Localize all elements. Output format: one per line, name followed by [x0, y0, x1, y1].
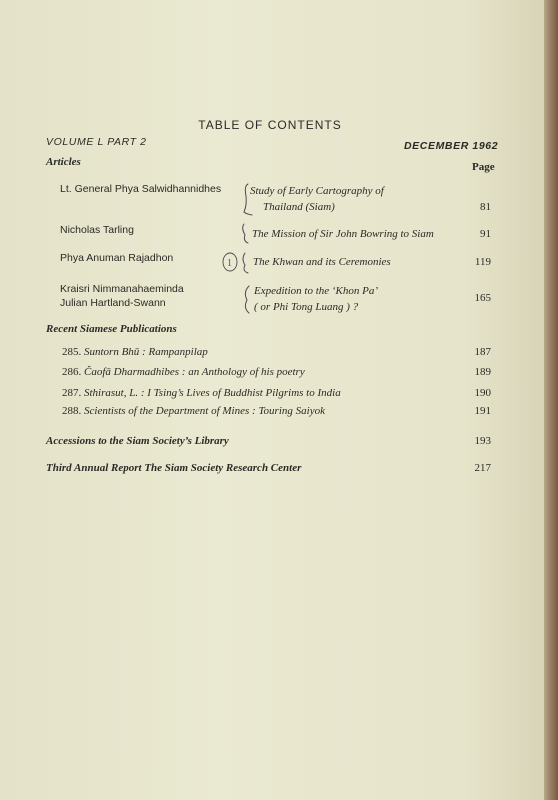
bracket-mark — [245, 286, 249, 313]
article-page: 119 — [474, 256, 491, 268]
publication-page: 190 — [474, 387, 491, 399]
bracket-mark — [243, 253, 248, 273]
book-binding-edge — [544, 0, 558, 800]
bracket-mark — [244, 184, 252, 215]
publication-text: Suntorn Bhū : Rampanpilap — [84, 346, 208, 358]
article-coauthor: Julian Hartland-Swann — [60, 297, 166, 309]
report-entry: Third Annual Report The Siam Society Research Center — [46, 462, 302, 474]
publication-page: 189 — [474, 366, 491, 378]
accessions-page: 193 — [474, 435, 491, 447]
publication-text: Čaofā Dharmadhibes : an Anthology of his poetry — [84, 366, 305, 378]
report-page: 217 — [474, 462, 491, 474]
publication-text: Scientists of the Department of Mines : Touring Saiyok — [84, 405, 325, 417]
publication-page: 187 — [474, 346, 491, 358]
publication-page: 191 — [474, 405, 491, 417]
publications-heading: Recent Siamese Publications — [46, 323, 177, 335]
article-title: The Khwan and its Ceremonies — [253, 256, 391, 268]
publication-number: 288. — [62, 405, 82, 417]
issue-date: DECEMBER 1962 — [404, 140, 499, 152]
article-title: The Mission of Sir John Bowring to Siam — [252, 228, 434, 240]
publication-text: Sthirasut, L. : I Tsing’s Lives of Buddhist Pilgrims to India — [84, 387, 341, 399]
article-page: 81 — [480, 201, 491, 213]
article-title-line2: Thailand (Siam) — [263, 201, 335, 213]
publication-number: 286. — [62, 366, 82, 378]
article-page: 165 — [474, 292, 491, 304]
volume-label: VOLUME L PART 2 — [46, 136, 147, 148]
publication-number: 285. — [62, 346, 82, 358]
page-column-heading: Page — [472, 161, 495, 173]
article-page: 91 — [480, 228, 491, 240]
article-author: Phya Anuman Rajadhon — [60, 252, 174, 264]
article-title: Expedition to the ‘Khon Pa’ — [254, 285, 379, 297]
article-author: Lt. General Phya Salwidhannidhes — [60, 183, 222, 195]
publication-number: 287. — [62, 387, 82, 399]
accessions-entry: Accessions to the Siam Society’s Library — [46, 435, 229, 447]
article-author: Nicholas Tarling — [60, 224, 134, 236]
annotation-number: 1 — [227, 258, 232, 269]
page-title: TABLE OF CONTENTS — [198, 118, 342, 132]
bracket-mark — [243, 224, 248, 243]
article-title: Study of Early Cartography of — [250, 185, 384, 197]
article-title-line2: ( or Phi Tong Luang ) ? — [254, 301, 359, 313]
articles-heading: Articles — [46, 156, 81, 168]
article-author: Kraisri Nimmanahaeminda — [60, 283, 184, 295]
